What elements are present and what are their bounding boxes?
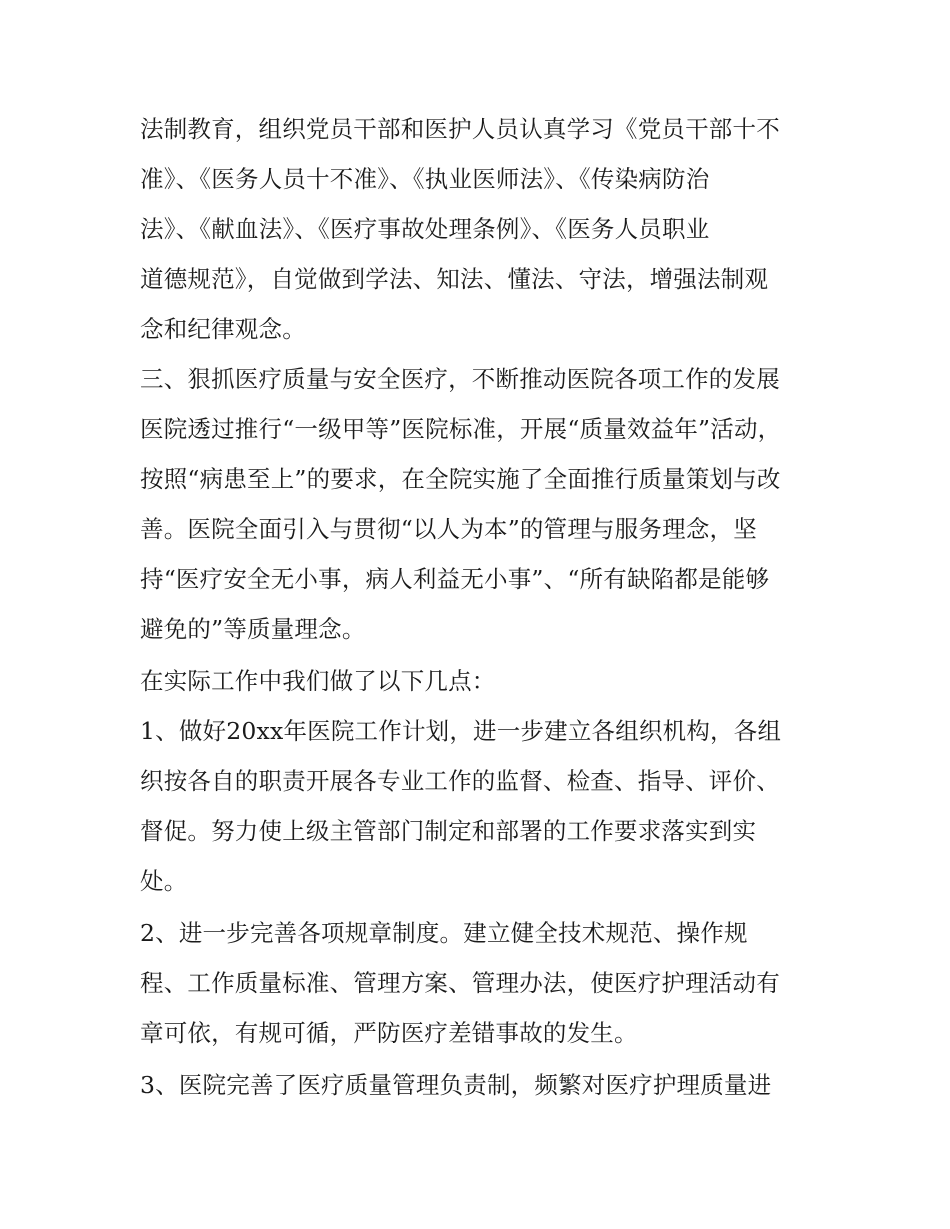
- text-line: 医院透过推行“一级甲等”医院标准，开展“质量效益年”活动，: [140, 415, 782, 443]
- text-line: 法》、《献血法》、《医疗事故处理条例》、《医务人员职业: [140, 215, 710, 243]
- text-line: 避免的”等质量理念。: [140, 615, 366, 643]
- text-line: 在实际工作中我们做了以下几点：: [140, 667, 496, 695]
- list-item-line: 程、工作质量标准、管理方案、管理办法，使医疗护理活动有: [140, 969, 780, 997]
- text-line: 按照“病患至上”的要求，在全院实施了全面推行质量策划与改: [140, 465, 781, 493]
- text-line: 善。医院全面引入与贯彻“以人为本”的管理与服务理念，坚: [140, 515, 757, 543]
- list-item-line: 督促。努力使上级主管部门制定和部署的工作要求落实到实: [140, 817, 757, 845]
- list-item-line: 章可依，有规可循，严防医疗差错事故的发生。: [140, 1019, 638, 1047]
- text-line: 法制教育，组织党员干部和医护人员认真学习《党员干部十不: [140, 115, 780, 143]
- list-item-line: 3、医院完善了医疗质量管理负责制，频繁对医疗护理质量进: [140, 1071, 772, 1099]
- section-heading: 三、狠抓医疗质量与安全医疗，不断推动医院各项工作的发展: [140, 365, 780, 393]
- text-line: 道德规范》，自觉做到学法、知法、懂法、守法，增强法制观: [140, 265, 769, 293]
- list-item-line: 织按各自的职责开展各专业工作的监督、检查、指导、评价、: [140, 767, 780, 795]
- text-line: 念和纪律观念。: [140, 315, 306, 343]
- text-line: 持“医疗安全无小事，病人利益无小事”、“所有缺陷都是能够: [140, 565, 770, 593]
- text-line: 准》、《医务人员十不准》、《执业医师法》、《传染病防治: [140, 165, 710, 193]
- list-item-line: 1、做好20xx年医院工作计划，进一步建立各组织机构，各组: [140, 717, 782, 745]
- list-item-line: 2、进一步完善各项规章制度。建立健全技术规范、操作规: [140, 919, 748, 947]
- list-item-line: 处。: [140, 867, 188, 895]
